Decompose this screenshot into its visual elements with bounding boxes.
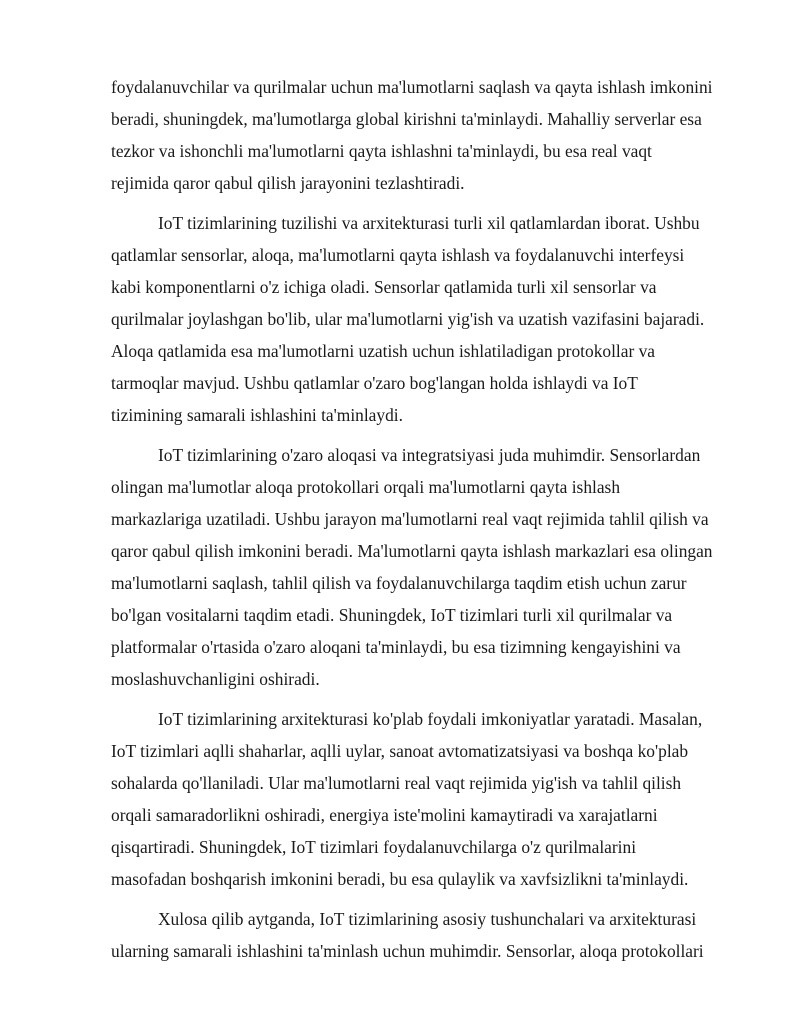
text-line: beradi, shuningdek, ma'lumotlarga global kirishni ta'minlaydi. Mahalliy serverlar esa bbox=[111, 109, 702, 129]
text-line: qaror qabul qilish imkonini beradi. Ma'lumotlarni qayta ishlash markazlari esa olingan bbox=[111, 541, 713, 561]
text-line: foydalanuvchilar va qurilmalar uchun ma'lumotlarni saqlash va qayta ishlash imkonini bbox=[111, 77, 713, 97]
text-line: Xulosa qilib aytganda, IoT tizimlarining asosiy tushunchalari va arxitekturasi bbox=[158, 909, 697, 929]
document-body bbox=[111, 71, 745, 975]
paragraph bbox=[111, 439, 745, 695]
text-line: markazlariga uzatiladi. Ushbu jarayon ma'lumotlarni real vaqt rejimida tahlil qilish va bbox=[111, 509, 709, 529]
text-line: sohalarda qo'llaniladi. Ular ma'lumotlarni real vaqt rejimida yig'ish va tahlil qilish bbox=[111, 773, 682, 793]
text-line: qatlamlar sensorlar, aloqa, ma'lumotlarni qayta ishlash va foydalanuvchi interfeysi bbox=[111, 245, 685, 265]
text-line: IoT tizimlarining tuzilishi va arxitekturasi turli xil qatlamlardan iborat. Ushbu bbox=[158, 213, 700, 233]
text-line: qisqartiradi. Shuningdek, IoT tizimlari foydalanuvchilarga o'z qurilmalarini bbox=[111, 837, 637, 857]
text-line: qurilmalar joylashgan bo'lib, ular ma'lumotlarni yig'ish va uzatish vazifasini bajaradi. bbox=[111, 309, 705, 329]
text-line: moslashuvchanligini oshiradi. bbox=[111, 669, 320, 689]
text-line: kabi komponentlarni o'z ichiga oladi. Sensorlar qatlamida turli xil sensorlar va bbox=[111, 277, 657, 297]
paragraph bbox=[111, 703, 745, 895]
text-line: tezkor va ishonchli ma'lumotlarni qayta ishlashni ta'minlaydi, bu esa real vaqt bbox=[111, 141, 652, 161]
text-line: platformalar o'rtasida o'zaro aloqani ta'minlaydi, bu esa tizimning kengayishini va bbox=[111, 637, 681, 657]
text-line: tizimining samarali ishlashini ta'minlaydi. bbox=[111, 405, 403, 425]
text-line: rejimida qaror qabul qilish jarayonini tezlashtiradi. bbox=[111, 173, 465, 193]
text-line: IoT tizimlarining o'zaro aloqasi va integratsiyasi juda muhimdir. Sensorlardan bbox=[158, 445, 701, 465]
text-line: olingan ma'lumotlar aloqa protokollari orqali ma'lumotlarni qayta ishlash bbox=[111, 477, 621, 497]
text-line: IoT tizimlarining arxitekturasi ko'plab foydali imkoniyatlar yaratadi. Masalan, bbox=[158, 709, 703, 729]
text-line: ma'lumotlarni saqlash, tahlil qilish va foydalanuvchilarga taqdim etish uchun zarur bbox=[111, 573, 687, 593]
paragraph bbox=[111, 71, 745, 199]
text-line: IoT tizimlari aqlli shaharlar, aqlli uylar, sanoat avtomatizatsiyasi va boshqa ko'plab bbox=[111, 741, 689, 761]
paragraph bbox=[111, 903, 745, 967]
text-line: ularning samarali ishlashini ta'minlash uchun muhimdir. Sensorlar, aloqa protokollari bbox=[111, 941, 704, 961]
text-line: Aloqa qatlamida esa ma'lumotlarni uzatish uchun ishlatiladigan protokollar va bbox=[111, 341, 656, 361]
text-line: masofadan boshqarish imkonini beradi, bu esa qulaylik va xavfsizlikni ta'minlaydi. bbox=[111, 869, 689, 889]
text-line: tarmoqlar mavjud. Ushbu qatlamlar o'zaro bog'langan holda ishlaydi va IoT bbox=[111, 373, 638, 393]
text-line: bo'lgan vositalarni taqdim etadi. Shuningdek, IoT tizimlari turli xil qurilmalar va bbox=[111, 605, 673, 625]
paragraph bbox=[111, 207, 745, 431]
text-line: orqali samaradorlikni oshiradi, energiya iste'molini kamaytiradi va xarajatlarni bbox=[111, 805, 658, 825]
